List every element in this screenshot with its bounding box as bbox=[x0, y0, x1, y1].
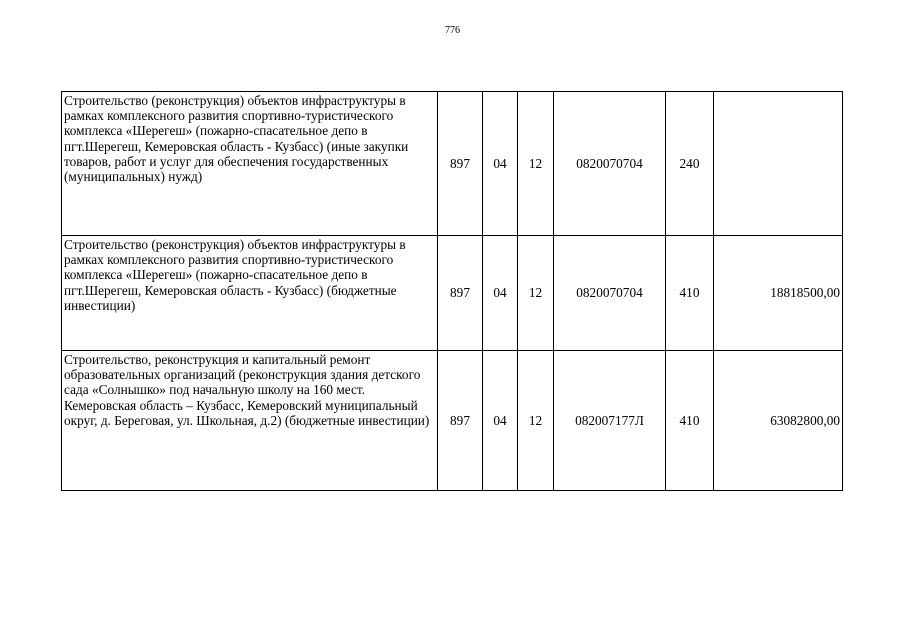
subsection-code: 12 bbox=[518, 351, 554, 491]
page-number: 776 bbox=[445, 25, 460, 36]
section-code: 04 bbox=[483, 236, 518, 351]
section-code: 04 bbox=[483, 351, 518, 491]
target-article-code: 0820070704 bbox=[554, 236, 666, 351]
table-row bbox=[62, 236, 843, 351]
target-article-code: 0820070704 bbox=[554, 92, 666, 236]
ministry-code: 897 bbox=[438, 236, 483, 351]
ministry-code: 897 bbox=[438, 351, 483, 491]
target-article-code: 082007177Л bbox=[554, 351, 666, 491]
table-row bbox=[62, 351, 843, 491]
ministry-code: 897 bbox=[438, 92, 483, 236]
subsection-code: 12 bbox=[518, 92, 554, 236]
subsection-code: 12 bbox=[518, 236, 554, 351]
expense-type-code: 240 bbox=[666, 92, 714, 236]
expense-type-code: 410 bbox=[666, 236, 714, 351]
section-code: 04 bbox=[483, 92, 518, 236]
amount-cell: 63082800,00 bbox=[714, 351, 843, 491]
expense-type-code: 410 bbox=[666, 351, 714, 491]
budget-table bbox=[61, 91, 843, 491]
amount-cell bbox=[714, 92, 843, 236]
row-description: Строительство (реконструкция) объектов инфраструктуры в рамках комплексного развития спортивно-туристического комплекса «Шерегеш» (пожарно-спасательное депо в пгт.Шерегеш, Кемеровская область - Кузбасс) (бюджетные инвестиции) bbox=[62, 236, 438, 351]
table-row bbox=[62, 92, 843, 236]
row-description: Строительство, реконструкция и капитальный ремонт образовательных организаций (реконструкция здания детского сада «Солнышко» под начальную школу на 160 мест. Кемеровская область – Кузбасс, Кемеровский муниципальный округ, д. Береговая, ул. Школьная, д.2) (бюджетные инвестиции) bbox=[62, 351, 438, 491]
amount-cell: 18818500,00 bbox=[714, 236, 843, 351]
row-description: Строительство (реконструкция) объектов инфраструктуры в рамках комплексного развития спортивно-туристического комплекса «Шерегеш» (пожарно-спасательное депо в пгт.Шерегеш, Кемеровская область - Кузбасс) (иные закупки товаров, работ и услуг для обеспечения государственных (муниципальных) нужд) bbox=[62, 92, 438, 236]
